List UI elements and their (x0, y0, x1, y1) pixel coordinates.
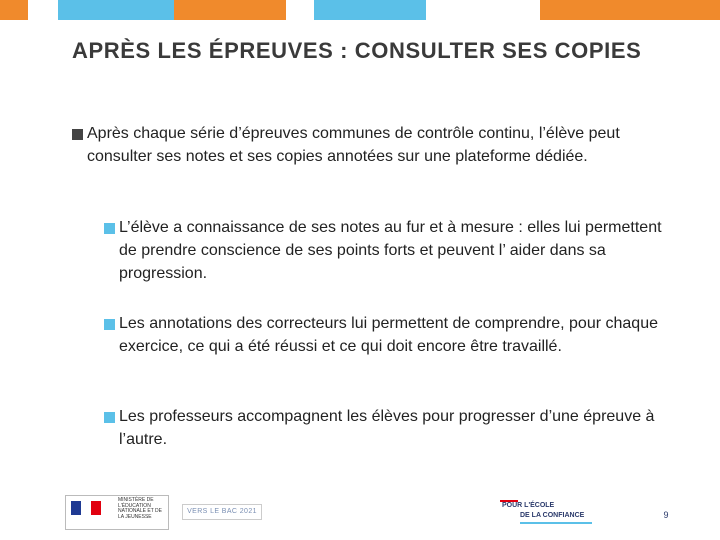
bullet-square-icon (72, 129, 83, 140)
sub-bullet-text: Les professeurs accompagnent les élèves pour progresser d’une épreuve à l’autre. (119, 408, 655, 448)
ecole-confiance-logo (500, 496, 596, 528)
ecole-line1: POUR L'ÉCOLE (502, 502, 555, 509)
sub-bullet (104, 312, 664, 358)
bullet-square-icon (104, 412, 115, 423)
bullet-square-icon (104, 223, 115, 234)
top-bar-segment (540, 0, 720, 20)
marianne-flag-icon (69, 499, 103, 524)
top-bar-segment (174, 0, 286, 20)
top-bar-segment (58, 0, 174, 20)
ecole-line2: DE LA CONFIANCE (520, 512, 585, 519)
sub-bullet (104, 216, 664, 285)
top-color-bar (0, 0, 720, 20)
top-bar-segment (314, 0, 426, 20)
ministry-text: MINISTÈRE DE L'ÉDUCATION NATIONALE ET DE LA JEUNESSE (118, 497, 162, 520)
main-bullet-text: Après chaque série d’épreuves communes de contrôle continu, l’élève peut consulter ses notes et ses copies annotées sur une plateforme dédiée. (87, 125, 620, 165)
page-number: 9 (663, 510, 669, 520)
ministry-logo (65, 495, 169, 530)
bullet-square-icon (104, 319, 115, 330)
bac-2021-badge: VERS LE BAC 2021 (182, 504, 262, 520)
top-bar-segment (0, 0, 28, 20)
main-bullet (72, 122, 672, 168)
slide-title: APRÈS LES ÉPREUVES : CONSULTER SES COPIES (72, 38, 642, 63)
sub-bullet-text: Les annotations des correcteurs lui permettent de comprendre, pour chaque exercice, ce qui a été réussi et ce qui doit encore être travaillé. (119, 315, 658, 355)
sub-bullet (104, 405, 664, 451)
sub-bullet-text: L’élève a connaissance de ses notes au fur et à mesure : elles lui permettent de prendre conscience de ses points forts et peuvent l’ aider dans sa progression. (119, 219, 662, 282)
